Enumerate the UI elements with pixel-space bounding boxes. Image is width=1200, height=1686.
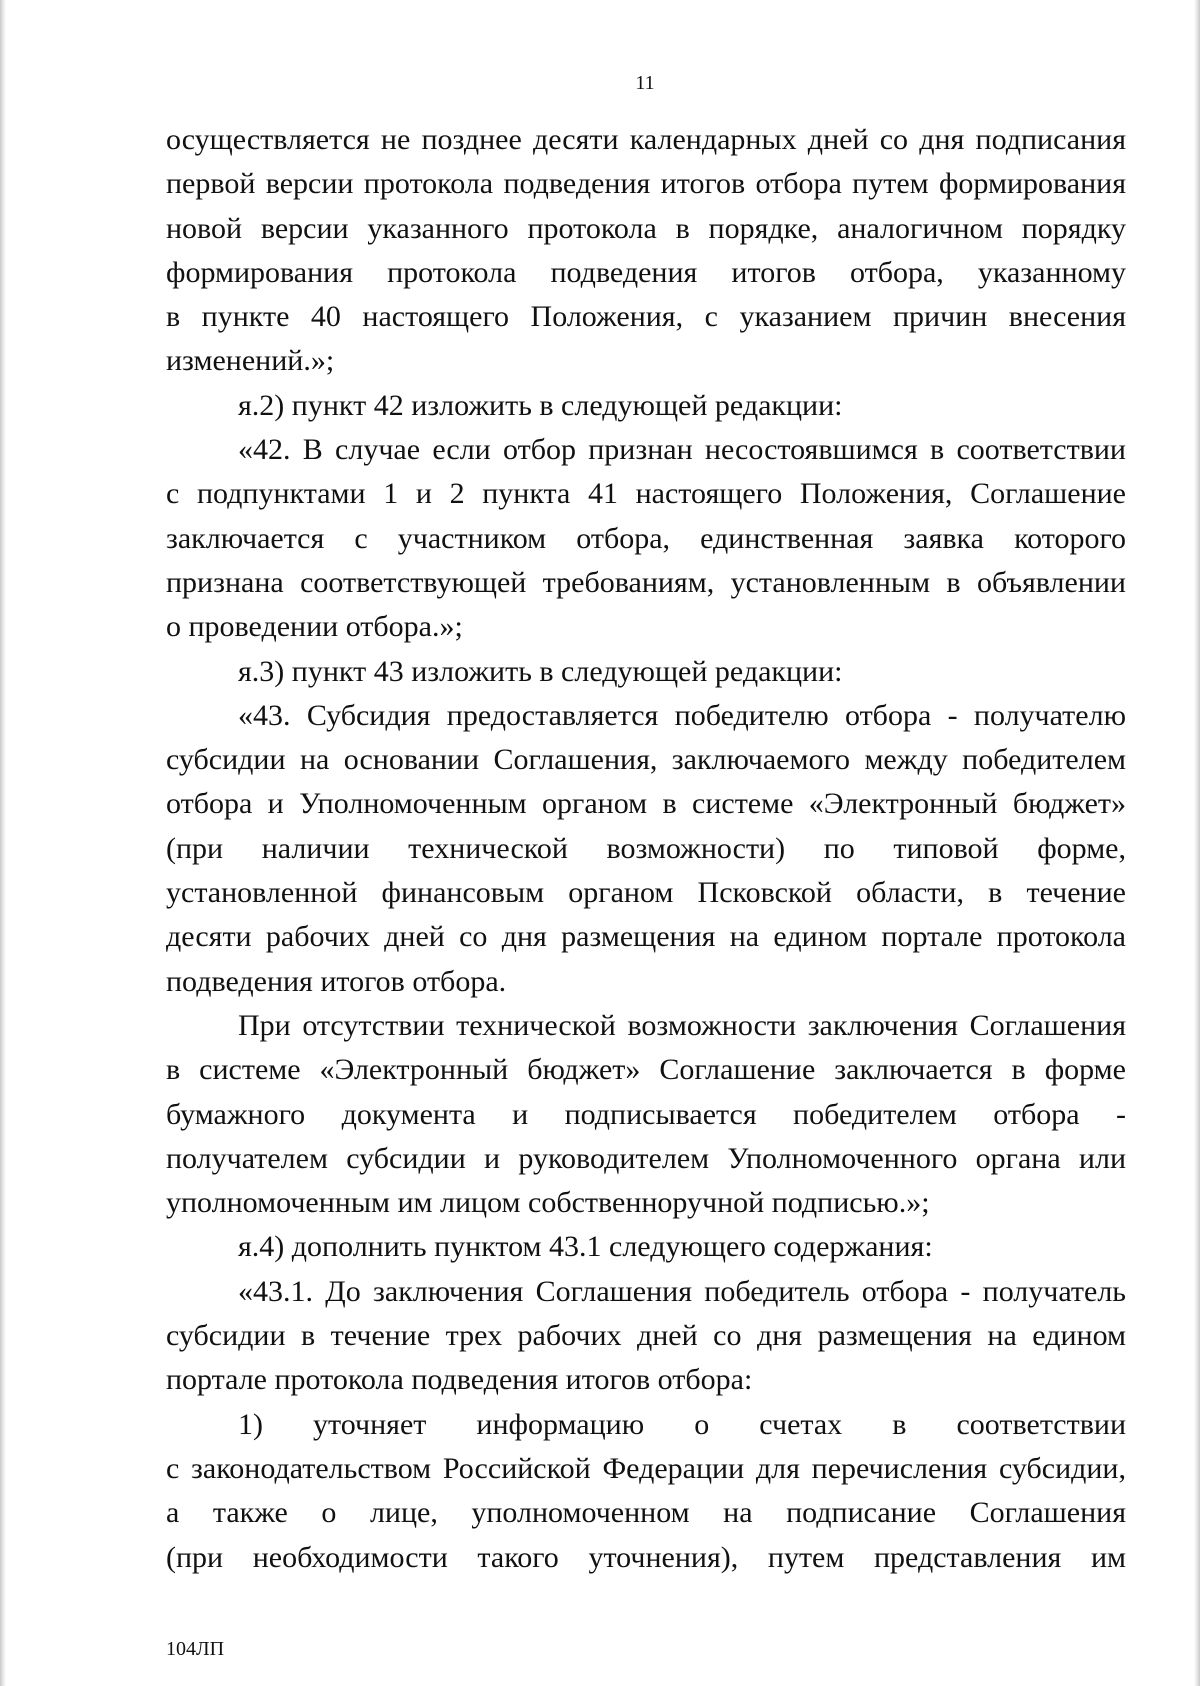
text-line: «42. В случае если отбор признан несостоявшимся в соответствии [238, 433, 1126, 467]
text-line: отбора и Уполномоченным органом в системе «Электронный бюджет» [166, 787, 1126, 821]
text-line: портале протокола подведения итогов отбора: [166, 1363, 753, 1397]
scan-edge-left [0, 0, 6, 1686]
text-line: (при необходимости такого уточнения), путем представления им [166, 1540, 1126, 1574]
text-line: новой версии указанного протокола в порядке, аналогичном порядку [166, 211, 1126, 245]
text-line: в пункте 40 настоящего Положения, с указанием причин внесения [166, 300, 1126, 334]
text-line: я.4) дополнить пунктом 43.1 следующего содержания: [238, 1230, 933, 1264]
page-number: 11 [635, 72, 655, 94]
text-line: «43. Субсидия предоставляется победителю отбора - получателю [238, 698, 1126, 732]
text-line: субсидии на основании Соглашения, заключаемого между победителем [166, 743, 1126, 777]
footer-document-code: 104ЛП [166, 1638, 225, 1660]
text-line: заключается с участником отбора, единственная заявка которого [166, 521, 1126, 555]
text-line: с законодательством Российской Федерации для перечисления субсидии, [166, 1451, 1126, 1485]
text-line: я.2) пункт 42 изложить в следующей редакции: [238, 388, 843, 422]
text-line: первой версии протокола подведения итогов отбора путем формирования [166, 167, 1126, 201]
text-line: бумажного документа и подписывается победителем отбора - [166, 1097, 1126, 1131]
document-body [166, 118, 1126, 1580]
text-line: а также о лице, уполномоченном на подписание Соглашения [166, 1496, 1126, 1530]
text-line: субсидии в течение трех рабочих дней со дня размещения на едином [166, 1319, 1126, 1353]
text-line: осуществляется не позднее десяти календарных дней со дня подписания [166, 123, 1126, 156]
paragraph [166, 1403, 1126, 1580]
paragraph [166, 1004, 1126, 1225]
scan-edge-right [1194, 0, 1200, 1686]
text-line: (при наличии технической возможности) по типовой форме, [166, 831, 1126, 865]
text-line: я.3) пункт 43 изложить в следующей редакции: [238, 654, 843, 688]
text-line: уполномоченным им лицом собственноручной подписью.»; [166, 1186, 930, 1220]
text-line: изменений.»; [166, 344, 335, 378]
text-line: десяти рабочих дней со дня размещения на едином портале протокола [166, 920, 1126, 954]
paragraph [166, 694, 1126, 1004]
text-line: признана соответствующей требованиям, установленным в объявлении [166, 565, 1126, 599]
text-line: 1) уточняет информацию о счетах в соответствии [238, 1407, 1126, 1441]
text-line: получателем субсидии и руководителем Уполномоченного органа или [166, 1141, 1126, 1175]
paragraph [166, 428, 1126, 649]
text-line: с подпунктами 1 и 2 пункта 41 настоящего Положения, Соглашение [166, 477, 1126, 511]
text-line: о проведении отбора.»; [166, 610, 463, 644]
text-line: формирования протокола подведения итогов отбора, указанному [166, 255, 1126, 289]
paragraph [166, 118, 1126, 384]
text-line: в системе «Электронный бюджет» Соглашение заключается в форме [166, 1053, 1126, 1087]
paragraph [166, 1270, 1126, 1403]
paragraph [166, 1225, 1126, 1269]
paragraph [166, 384, 1126, 428]
text-line: При отсутствии технической возможности заключения Соглашения [238, 1008, 1126, 1042]
text-line: «43.1. До заключения Соглашения победитель отбора - получатель [238, 1274, 1126, 1308]
text-line: установленной финансовым органом Псковской области, в течение [166, 876, 1126, 910]
paragraph [166, 650, 1126, 694]
text-line: подведения итогов отбора. [166, 964, 507, 998]
